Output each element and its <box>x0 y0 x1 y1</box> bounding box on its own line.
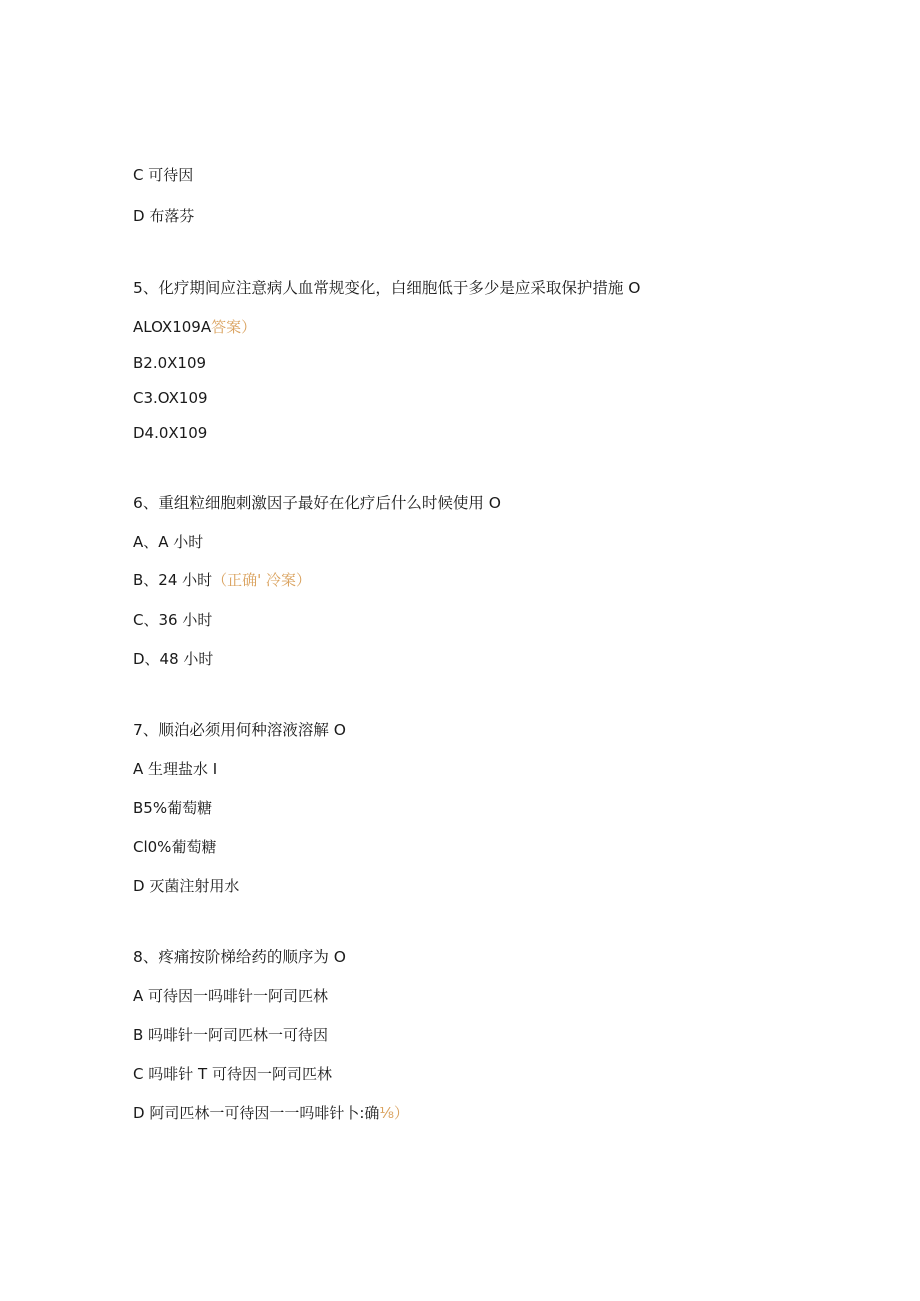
answer-mark: ⅛） <box>379 1104 409 1122</box>
question-7: 7、顺泊必须用何种溶液溶解 O <box>133 721 346 739</box>
question-8: 8、疼痛按阶梯给药的顺序为 O <box>133 948 346 966</box>
q8-option-b: B 吗啡针一阿司匹林一可待因 <box>133 1026 329 1044</box>
q5-option-a <box>133 317 256 337</box>
q6-option-b <box>133 570 311 590</box>
q7-option-b: B5%葡萄糖 <box>133 799 213 817</box>
option-text: B、24 小时 <box>133 571 213 589</box>
q7-option-d: D 灭菌注射用水 <box>133 877 240 895</box>
q5-option-c: C3.OX109 <box>133 389 208 407</box>
question-5: 5、化疗期间应注意病人血常规变化，白细胞低于多少是应采取保护措施 O <box>133 279 641 297</box>
option-text: ALOX109A <box>133 318 212 336</box>
q8-option-a: A 可待因一吗啡针一阿司匹林 <box>133 987 329 1005</box>
q5-option-b: B2.0X109 <box>133 354 207 372</box>
question-6: 6、重组粒细胞刺激因子最好在化疗后什么时候使用 O <box>133 494 501 512</box>
q4-option-c: C 可待因 <box>133 166 194 184</box>
q8-option-c: C 吗啡针 T 可待因一阿司匹林 <box>133 1065 332 1083</box>
q5-option-d: D4.0X109 <box>133 424 208 442</box>
q7-option-c: Cl0%葡萄糖 <box>133 838 217 856</box>
q4-option-d: D 布落芬 <box>133 207 195 225</box>
answer-mark: （正确' 冷案） <box>212 571 312 589</box>
option-text: D 阿司匹林一可待因一一吗啡针卜:确 <box>133 1104 380 1122</box>
q6-option-a: A、A 小时 <box>133 533 204 551</box>
q6-option-d: D、48 小时 <box>133 650 214 668</box>
answer-mark: 答案） <box>211 318 257 336</box>
q6-option-c: C、36 小时 <box>133 611 213 629</box>
q7-option-a: A 生理盐水 I <box>133 760 218 778</box>
q8-option-d <box>133 1103 409 1123</box>
